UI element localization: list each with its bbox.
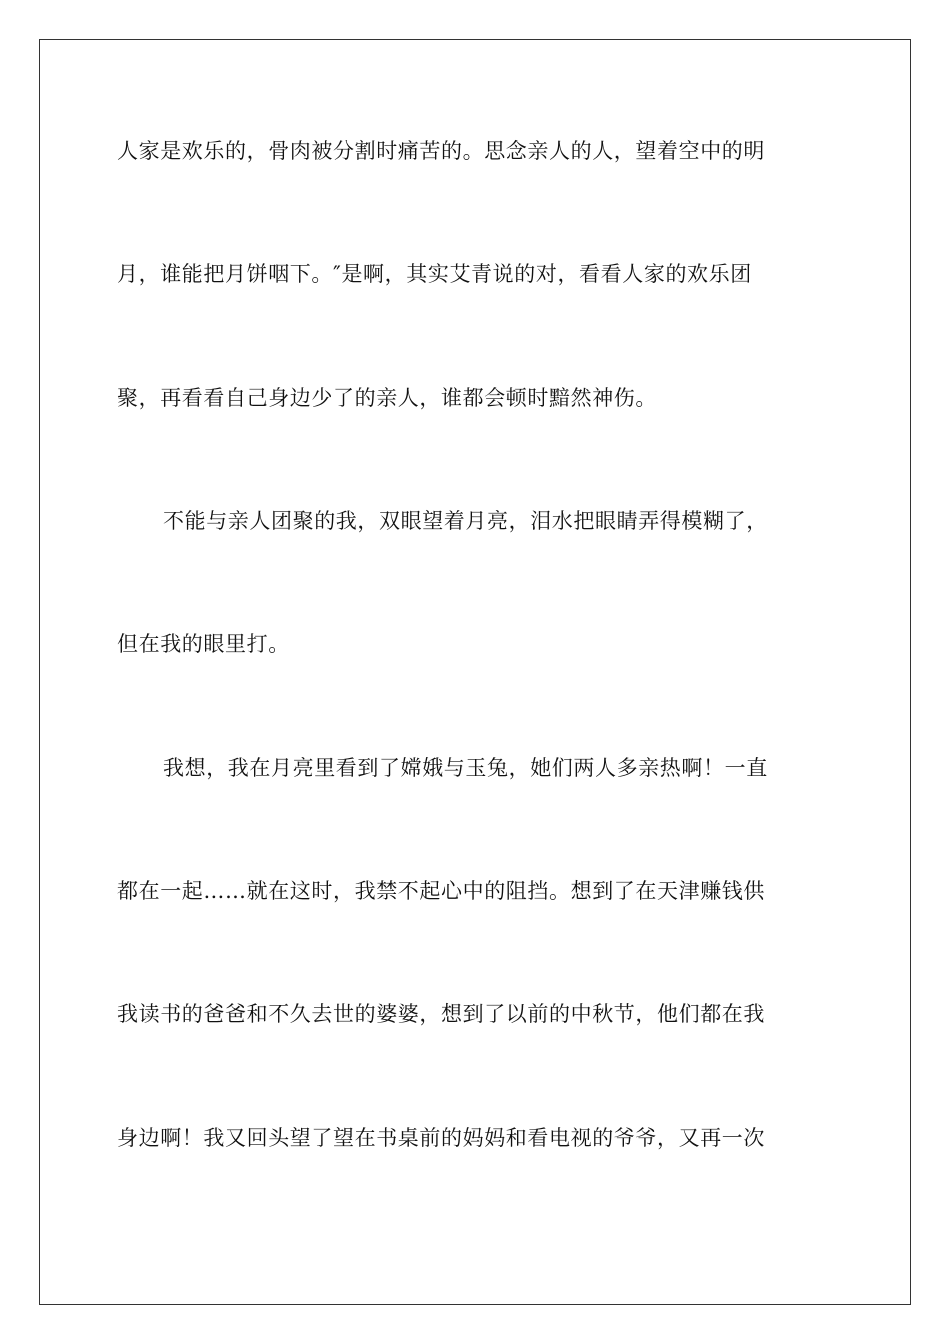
text-line-6: 我想，我在月亮里看到了嫦娥与玉兔，她们两人多亲热啊！一直 xyxy=(163,756,768,780)
page-border xyxy=(39,39,911,1305)
text-line-9: 身边啊！我又回头望了望在书桌前的妈妈和看电视的爷爷，又再一次 xyxy=(117,1126,765,1150)
text-line-5: 但在我的眼里打。 xyxy=(117,632,290,656)
text-line-7: 都在一起……就在这时，我禁不起心中的阻挡。想到了在天津赚钱供 xyxy=(117,879,765,903)
text-line-1: 人家是欢乐的，骨肉被分割时痛苦的。思念亲人的人，望着空中的明 xyxy=(117,139,765,163)
text-line-3: 聚，再看看自己身边少了的亲人，谁都会顿时黯然神伤。 xyxy=(117,386,657,410)
text-line-2: 月，谁能把月饼咽下。″是啊，其实艾青说的对，看看人家的欢乐团 xyxy=(117,262,752,286)
text-line-4: 不能与亲人团聚的我，双眼望着月亮，泪水把眼睛弄得模糊了， xyxy=(163,509,768,533)
text-line-8: 我读书的爸爸和不久去世的婆婆，想到了以前的中秋节，他们都在我 xyxy=(117,1002,765,1026)
